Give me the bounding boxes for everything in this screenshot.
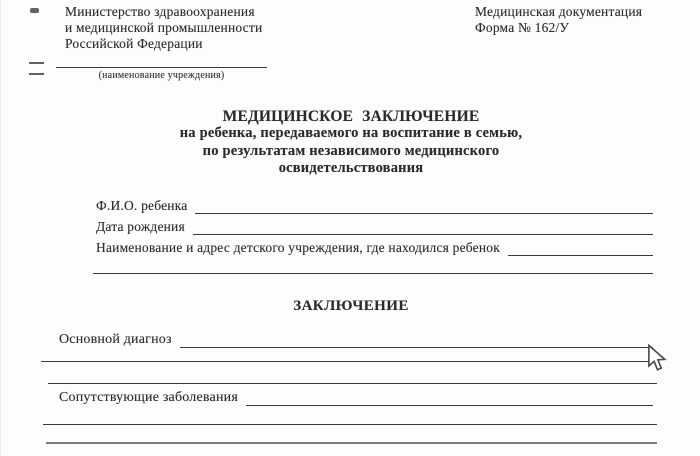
concomitant-diseases-blank-line	[246, 390, 653, 406]
birth-date-blank-line	[193, 219, 653, 235]
ministry-line-1: Министерство здравоохранения	[65, 4, 255, 19]
form-title-main: МЕДИЦИНСКОЕ ЗАКЛЮЧЕНИЕ	[222, 108, 480, 125]
main-diagnosis-blank-line	[180, 332, 653, 348]
main-diagnosis-continuation-line-1	[41, 347, 657, 362]
form-title-sub-3: освидетельствования	[278, 160, 424, 177]
main-diagnosis-label: Основной диагноз	[59, 332, 172, 347]
field-row-birth-date	[96, 218, 653, 235]
field-row-child-institution	[96, 239, 653, 256]
field-row-concomitant-diseases	[59, 389, 653, 406]
child-name-label: Ф.И.О. ребенка	[96, 198, 188, 213]
doc-type-line-1: Медицинская документация	[475, 4, 643, 19]
form-title-sub-1: на ребенка, передаваемого на воспитание в семью,	[179, 125, 523, 142]
conclusion-heading: ЗАКЛЮЧЕНИЕ	[293, 298, 409, 314]
child-institution-label: Наименование и адрес детского учреждения, где находился ребенок	[96, 240, 501, 255]
form-title-block	[1, 108, 700, 178]
birth-date-label: Дата рождения	[96, 219, 185, 234]
institution-name-caption: (наименование учреждения)	[98, 70, 225, 81]
field-row-main-diagnosis	[59, 331, 653, 348]
main-diagnosis-continuation-line-2	[48, 369, 657, 384]
mouse-cursor-arrow-icon	[647, 344, 667, 373]
ministry-line-2: и медицинской промышленности	[65, 20, 263, 35]
doc-type-line-2: Форма № 162/У	[475, 20, 570, 35]
child-institution-blank-line	[508, 240, 653, 256]
ministry-line-3: Российской Федерации	[65, 36, 203, 51]
concomitant-continuation-line-1	[43, 410, 657, 425]
concomitant-diseases-label: Сопутствующие заболевания	[59, 390, 238, 405]
form-title-sub-2: по результатам независимого медицинского	[202, 142, 500, 159]
child-institution-continuation-line	[93, 258, 653, 274]
field-row-child-name	[96, 197, 653, 214]
doc-type-header-block	[475, 4, 642, 36]
ministry-header-block	[65, 4, 262, 52]
child-name-blank-line	[195, 198, 653, 214]
scan-artifact-mark	[29, 62, 44, 75]
scan-artifact-mark	[30, 8, 39, 13]
concomitant-continuation-line-2	[46, 428, 657, 444]
institution-name-blank-line	[56, 67, 267, 68]
